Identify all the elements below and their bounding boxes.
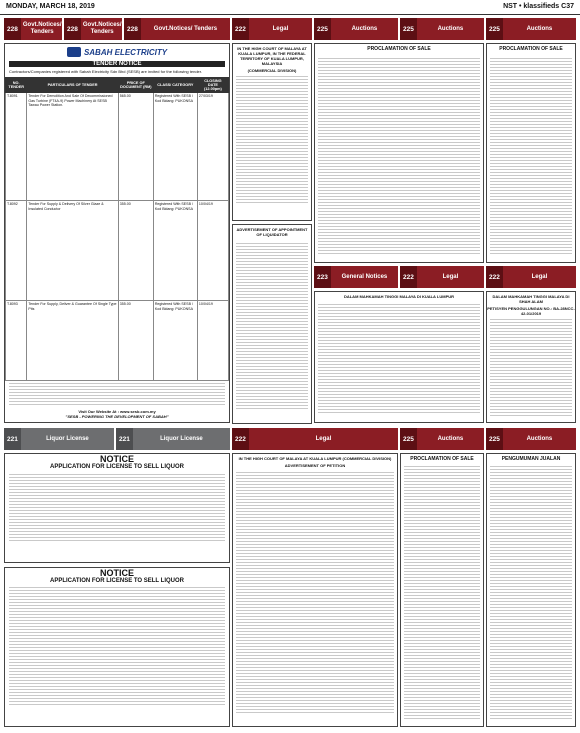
legal-body-text [236, 75, 308, 205]
section-header: 221 Liquor License [116, 428, 230, 450]
petition-notice: IN THE HIGH COURT OF MALAYA AT KUALA LUMPUR (COMMERCIAL DIVISION) ADVERTISEMENT OF PETITION [232, 453, 398, 727]
table-row: T.8092 Tender For Supply & Delivery Of Silver Glaze & Insulated Conductor 355.00 Registered With SESB / Kod Bidang: PUKONSA 10/04/19 [6, 201, 229, 301]
section-header: 225 Auctions [314, 18, 398, 40]
legal-body-text [318, 303, 480, 415]
page-date: MONDAY, MARCH 18, 2019 [6, 3, 95, 10]
liquidator-notice: ADVERTISEMENT OF APPOINTMENT OF LIQUIDATOR [232, 224, 312, 424]
section-header: 222 Legal [232, 18, 312, 40]
section-header: 221 Liquor License [4, 428, 114, 450]
liquidator-body-text [236, 241, 308, 411]
auction-notice: PENGUMUMAN JUALAN [486, 453, 576, 727]
section-header: 225 Auctions [400, 428, 484, 450]
tender-title: TENDER NOTICE [9, 61, 225, 67]
liquor-license-notice: NOTICE APPLICATION FOR LICENSE TO SELL LIQUOR [4, 453, 230, 563]
auction-body-text [404, 466, 480, 721]
liquor-body-text [9, 473, 225, 543]
legal-body-text [490, 318, 572, 418]
section-header: 223 General Notices [314, 266, 398, 288]
page-section: NST • klassifieds C37 [503, 3, 574, 10]
section-header: 228 Govt.Notices/ Tenders [4, 18, 62, 40]
liquor-license-notice: NOTICE APPLICATION FOR LICENSE TO SELL LIQUOR [4, 567, 230, 727]
section-header: 222 Legal [232, 428, 398, 450]
section-header: 222 Legal [486, 266, 576, 288]
petition-body-text [236, 470, 394, 715]
table-row: T.8091 Tender For Demolition And Sale Of Decommissioned Gas Turbine (FT4A-9) Power Machinery At SESB Tawau Power Station. 565.00 Registered With SESB / Kod Bidang: PUKONSA 27/03/19 [6, 93, 229, 201]
tender-website[interactable]: Visit Our Website At : www.sesb.com.my [78, 409, 156, 414]
legal-notice: DALAM MAHKAMAH TINGGI MALAYA DI KUALA LUMPUR [314, 291, 484, 423]
section-header: 228 Govt.Notices/ Tenders [124, 18, 230, 40]
auction-body-text [318, 56, 480, 256]
auction-notice: PROCLAMATION OF SALE [400, 453, 484, 727]
auction-notice: PROCLAMATION OF SALE [314, 43, 484, 263]
auction-body-text [490, 466, 572, 721]
section-header: 228 Govt.Notices/ Tenders [64, 18, 122, 40]
table-row: T.8093 Tender For Supply, Deliver & Guarantee Of Single Type Pits 355.00 Registered With SESB / Kod Bidang: PUKONSA 10/04/19 [6, 301, 229, 381]
section-header: 222 Legal [400, 266, 484, 288]
section-header: 225 Auctions [400, 18, 484, 40]
sesb-logo: SABAH ELECTRICITY [5, 44, 229, 60]
section-header: 225 Auctions [486, 18, 576, 40]
tender-table: NO. TENDER PARTICULARS OF TENDER PRICE OF DOCUMENT (RM) CLASS/ CATEGORY CLOSING DATE (12.00pm) T.8091 Tender For Demolition And Sale Of Decommissioned Gas Turbine (FT4A-9) Power Machinery At SESB Tawau Power Station. 565.00 Registered With SESB / Kod Bidang: PUKONSA 27/03/19 T.8092 Tender For Supply & Delivery Of Silver Glaze & Insulated Conductor 355.00 Registered With SESB / Kod Bidang: PUKONSA 10/04/19 T.8093 Tender For Supply, Deliver & Guarantee Of Single Type Pits 355.00 Registered With SESB / Kod Bidang: PUKONSA 10/04/19 [5, 77, 229, 381]
auction-body-text [490, 56, 572, 256]
tender-intro: Contractors/Companies registered with Sabah Electricity Sdn Bhd (SESB) are invited for the following tender. [9, 69, 202, 74]
legal-court-notice: IN THE HIGH COURT OF MALAYA AT KUALA LUMPUR, IN THE FEDERAL TERRITORY OF KUALA LUMPUR, MALAYSIA (COMMERCIAL DIVISION) [232, 43, 312, 221]
auction-notice: PROCLAMATION OF SALE [486, 43, 576, 263]
tender-slogan: "SESB - POWERING THE DEVELOPMENT OF SABAH" [65, 414, 169, 419]
page-header-bar [0, 0, 580, 15]
legal-notice: DALAM MAHKAMAH TINGGI MALAYA DI SHAH ALAM PETISYEN PENGGULUNGAN NO.: BA-28NCC-42-01/2019 [486, 291, 576, 423]
tender-notice [4, 43, 230, 423]
tender-body-text [9, 383, 225, 407]
section-header: 225 Auctions [486, 428, 576, 450]
sesb-logo-mark [67, 47, 81, 57]
liquor-body-text [9, 587, 225, 707]
